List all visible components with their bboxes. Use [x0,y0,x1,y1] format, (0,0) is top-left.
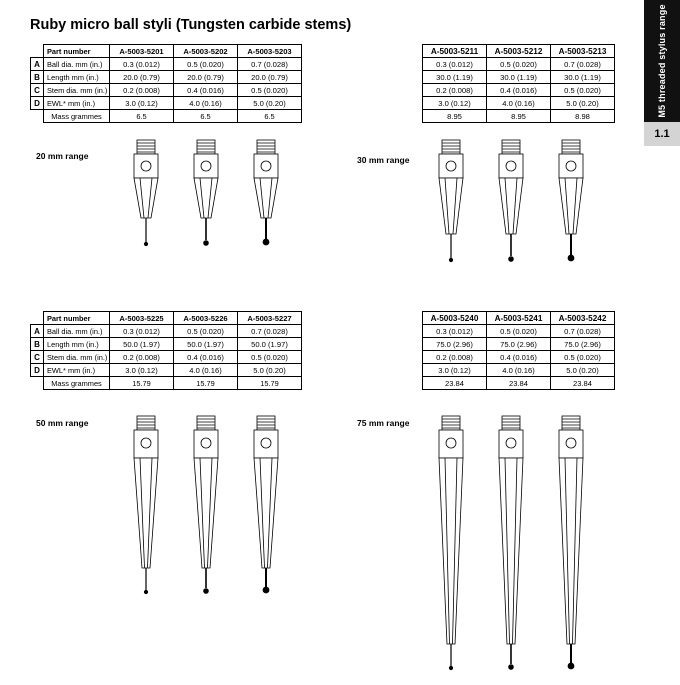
mass-1: 23.84 [423,377,487,390]
ball-dia-1: 0.3 (0.012) [423,325,487,338]
table-row [423,364,615,377]
table-30mm [422,44,615,123]
side-tab-label: M5 threaded stylus range [657,4,667,118]
spec-table-30mm [422,44,615,123]
ball-dia-1: 0.3 (0.012) [423,58,487,71]
table-row [31,312,302,325]
table-row [423,325,615,338]
stylus-diagram-30mm [425,136,610,271]
stylus-diagram-20mm [118,136,298,261]
spec-table-50mm [30,311,302,390]
length-1: 30.0 (1.19) [423,71,487,84]
length-3: 50.0 (1.97) [238,338,302,351]
stem-dia-1: 0.2 (0.008) [423,84,487,97]
ewl-2: 4.0 (0.16) [487,364,551,377]
row-desc-c: Stem dia. mm (in.) [44,351,110,364]
length-1: 50.0 (1.97) [110,338,174,351]
table-row [31,110,302,123]
table-row [31,351,302,364]
row-key-c: C [31,351,44,364]
ewl-1: 3.0 (0.12) [423,364,487,377]
corner-cell [31,45,44,58]
row-desc-a: Ball dia. mm (in.) [44,58,110,71]
row-key-mass [31,110,44,123]
mass-3: 8.98 [551,110,615,123]
part-number-1: A-5003-5225 [110,312,174,325]
stem-dia-2: 0.4 (0.016) [174,84,238,97]
table-row [31,338,302,351]
table-row [423,71,615,84]
part-number-2: A-5003-5226 [174,312,238,325]
table-row [31,97,302,110]
row-desc-a: Ball dia. mm (in.) [44,325,110,338]
range-label-50mm: 50 mm range [36,418,89,428]
part-number-2: A-5003-5202 [174,45,238,58]
length-2: 50.0 (1.97) [174,338,238,351]
ball-dia-3: 0.7 (0.028) [238,325,302,338]
ball-dia-2: 0.5 (0.020) [487,58,551,71]
mass-2: 15.79 [174,377,238,390]
ball-dia-3: 0.7 (0.028) [551,325,615,338]
mass-2: 6.5 [174,110,238,123]
ewl-3: 5.0 (0.20) [551,97,615,110]
table-row [423,84,615,97]
mass-3: 6.5 [238,110,302,123]
mass-1: 6.5 [110,110,174,123]
length-3: 20.0 (0.79) [238,71,302,84]
table-row [31,84,302,97]
part-number-2: A-5003-5241 [487,312,551,325]
range-label-75mm: 75 mm range [357,418,410,428]
stem-dia-1: 0.2 (0.008) [110,84,174,97]
header-part-number: Part number [44,45,110,58]
row-desc-d: EWL* mm (in.) [44,97,110,110]
table-row [423,110,615,123]
table-row [31,377,302,390]
ewl-2: 4.0 (0.16) [174,97,238,110]
row-desc-b: Length mm (in.) [44,71,110,84]
ewl-3: 5.0 (0.20) [238,364,302,377]
stylus-diagram-50mm [118,412,298,602]
ball-dia-2: 0.5 (0.020) [487,325,551,338]
length-3: 75.0 (2.96) [551,338,615,351]
table-row [31,71,302,84]
row-key-b: B [31,71,44,84]
table-row [31,364,302,377]
table-50mm [30,311,302,390]
table-row [423,312,615,325]
table-20mm [30,44,302,123]
table-row [31,58,302,71]
stem-dia-1: 0.2 (0.008) [423,351,487,364]
corner-cell [31,312,44,325]
length-1: 20.0 (0.79) [110,71,174,84]
table-row [423,338,615,351]
table-row [423,58,615,71]
stem-dia-2: 0.4 (0.016) [487,84,551,97]
side-tab-section [644,0,680,122]
ewl-2: 4.0 (0.16) [487,97,551,110]
stem-dia-3: 0.5 (0.020) [238,84,302,97]
page-title: Ruby micro ball styli (Tungsten carbide stems) [30,17,352,33]
stylus-diagram-75mm [425,412,610,677]
stem-dia-2: 0.4 (0.016) [174,351,238,364]
part-number-1: A-5003-5211 [423,45,487,58]
table-row [423,97,615,110]
mass-2: 23.84 [487,377,551,390]
range-label-20mm: 20 mm range [36,151,89,161]
stem-dia-3: 0.5 (0.020) [551,84,615,97]
ewl-1: 3.0 (0.12) [110,97,174,110]
header-part-number: Part number [44,312,110,325]
length-2: 30.0 (1.19) [487,71,551,84]
mass-2: 8.95 [487,110,551,123]
ball-dia-1: 0.3 (0.012) [110,325,174,338]
length-1: 75.0 (2.96) [423,338,487,351]
ball-dia-2: 0.5 (0.020) [174,325,238,338]
table-row [423,377,615,390]
part-number-3: A-5003-5213 [551,45,615,58]
side-tab-page-number: 1.1 [644,122,680,146]
part-number-1: A-5003-5201 [110,45,174,58]
side-tab [644,0,680,146]
length-2: 20.0 (0.79) [174,71,238,84]
stem-dia-3: 0.5 (0.020) [551,351,615,364]
row-desc-mass: Mass grammes [44,110,110,123]
table-row [31,45,302,58]
row-desc-c: Stem dia. mm (in.) [44,84,110,97]
row-key-d: D [31,364,44,377]
table-row [31,325,302,338]
part-number-2: A-5003-5212 [487,45,551,58]
row-key-a: A [31,58,44,71]
ball-dia-3: 0.7 (0.028) [238,58,302,71]
part-number-3: A-5003-5203 [238,45,302,58]
table-row [423,351,615,364]
spec-table-20mm [30,44,302,123]
length-2: 75.0 (2.96) [487,338,551,351]
part-number-1: A-5003-5240 [423,312,487,325]
range-label-30mm: 30 mm range [357,155,410,165]
ball-dia-3: 0.7 (0.028) [551,58,615,71]
length-3: 30.0 (1.19) [551,71,615,84]
ewl-1: 3.0 (0.12) [110,364,174,377]
row-desc-b: Length mm (in.) [44,338,110,351]
stem-dia-3: 0.5 (0.020) [238,351,302,364]
row-key-d: D [31,97,44,110]
ball-dia-2: 0.5 (0.020) [174,58,238,71]
row-key-b: B [31,338,44,351]
ewl-3: 5.0 (0.20) [238,97,302,110]
ewl-1: 3.0 (0.12) [423,97,487,110]
ewl-2: 4.0 (0.16) [174,364,238,377]
table-row [423,45,615,58]
stem-dia-1: 0.2 (0.008) [110,351,174,364]
row-desc-d: EWL* mm (in.) [44,364,110,377]
stem-dia-2: 0.4 (0.016) [487,351,551,364]
mass-3: 15.79 [238,377,302,390]
part-number-3: A-5003-5242 [551,312,615,325]
mass-3: 23.84 [551,377,615,390]
row-key-a: A [31,325,44,338]
mass-1: 15.79 [110,377,174,390]
table-75mm [422,311,615,390]
part-number-3: A-5003-5227 [238,312,302,325]
row-desc-mass: Mass grammes [44,377,110,390]
spec-table-75mm [422,311,615,390]
row-key-mass [31,377,44,390]
ewl-3: 5.0 (0.20) [551,364,615,377]
row-key-c: C [31,84,44,97]
ball-dia-1: 0.3 (0.012) [110,58,174,71]
mass-1: 8.95 [423,110,487,123]
